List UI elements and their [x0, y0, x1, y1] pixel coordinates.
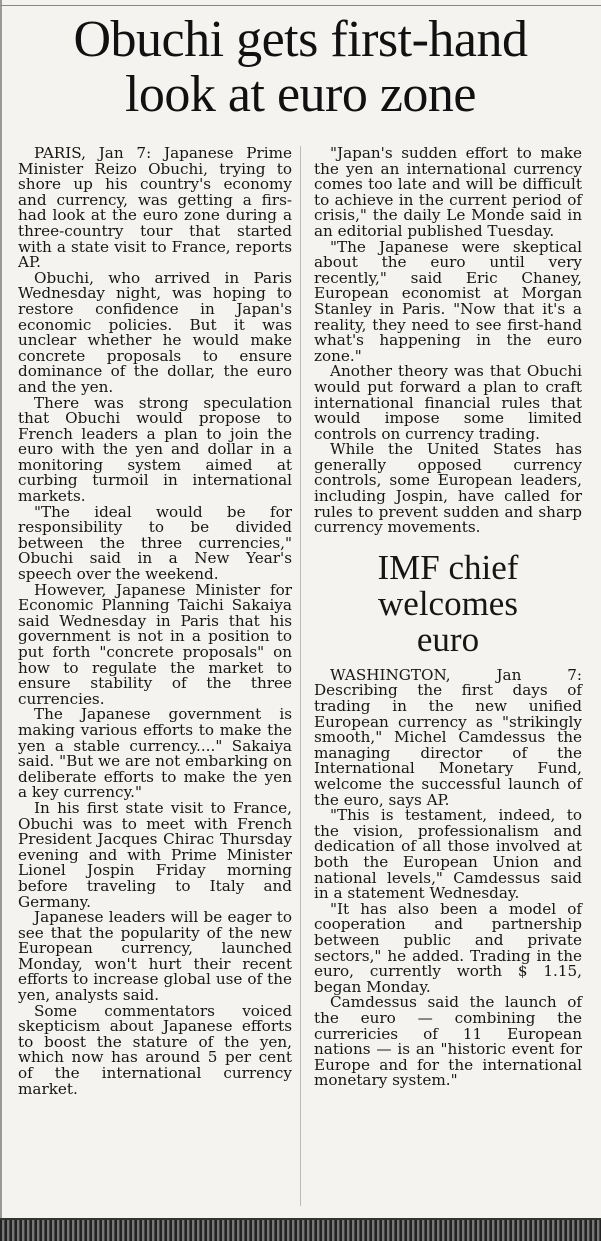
imf-story-paragraph: Camdessus said the launch of the euro — combining the currericies of 11 European nations — is an "historic event for Europe and for the international monetary system." [314, 993, 582, 1090]
clipping-bottom-edge [0, 1218, 601, 1241]
imf-story-paragraph: "This is testament, indeed, to the vision, professionalism and dedication of all those involved at both the European Union and national levels," Camdessus said in a statement Wednesday. [314, 806, 582, 903]
story-paragraph: "The ideal would be for responsibility to be divided between the three currencies," Obuchi said in a New Year's speech over the weekend. [18, 502, 292, 584]
imf-headline [314, 547, 582, 659]
imf-headline-line-3: euro [416, 619, 480, 659]
main-headline [0, 12, 601, 122]
column-divider [300, 146, 301, 1206]
imf-story-paragraph: WASHINGTON, Jan 7: Describing the first days of trading in the new unified European currency as "strikingly smooth," Michel Camdessus the managing director of the International Monetary Fund, welcome the successful launch of the euro, says AP. [314, 665, 582, 809]
story-paragraph: The Japanese government is making various efforts to make the yen a stable currency...." Sakaiya said. "But we are not embarking on deliberate efforts to make the yen a key currency." [18, 705, 292, 802]
story-paragraph: "Japan's sudden effort to make the yen an international currency comes too late and will be difficult to achieve in the current period of crisis," the daily Le Monde said in an editorial published Tuesday. [314, 144, 582, 240]
story-paragraph: Another theory was that Obuchi would put forward a plan to craft international financial rules that would impose some limited controls on currency trading. [314, 362, 582, 443]
story-paragraph: Some commentators voiced skepticism about Japanese efforts to boost the stature of the yen, which now has around 5 per cent of the international currency market. [18, 1001, 292, 1098]
clipping-edge [0, 0, 2, 1239]
story-paragraph: Japanese leaders will be eager to see that the popularity of the new European currency, launched Monday, won't hurt their recent efforts to increase global use of the yen, analysts said. [18, 908, 292, 1005]
story-paragraph: "The Japanese were skeptical about the euro until very recently," said Eric Chaney, European economist at Morgan Stanley in Paris. "Now that it's a reality, they need to see first-hand what's happening in the euro zone." [314, 237, 582, 365]
story-obuchi-column-1 [18, 146, 292, 1097]
story-paragraph: Obuchi, who arrived in Paris Wednesday night, was hoping to restore confidence in Japan's economic policies. But it was unclear whether he would make concrete proposals to ensure dominance of the dollar, the euro and the yen. [18, 268, 292, 396]
headline-line-2: look at euro zone [124, 66, 477, 123]
story-paragraph: There was strong speculation that Obuchi would propose to French leaders a plan to join the euro with the yen and dollar in a monitoring system aimed at curbing turmoil in international markets. [18, 393, 292, 506]
imf-headline-line-2: welcomes [378, 583, 518, 623]
clipping-top-border [0, 0, 601, 6]
imf-story-paragraph: "It has also been a model of cooperation and partnership between public and private sectors," he added. Trading in the euro, currently worth $ 1.15, began Monday. [314, 899, 582, 996]
story-paragraph: In his first state visit to France, Obuchi was to meet with French President Jacques Chirac Thursday evening and with Prime Minister Lionel Jospin Friday morning before traveling to Italy and Germany. [18, 798, 292, 911]
story-paragraph: However, Japanese Minister for Economic Planning Taichi Sakaiya said Wednesday in Paris that his government is not in a position to put forth "concrete proposals" on how to regulate the market to ensure stability of the three currencies. [18, 580, 292, 708]
story-paragraph: PARIS, Jan 7: Japanese Prime Minister Reizo Obuchi, trying to shore up his country's economy and currency, was getting a firs-had look at the euro zone during a three-country tour that started with a state visit to France, reports AP. [18, 144, 292, 272]
headline-line-1: Obuchi gets first-hand [73, 11, 528, 68]
imf-headline-line-1: IMF chief [377, 547, 519, 587]
story-paragraph: While the United States has generally opposed currency controls, some European leaders, including Jospin, have called for rules to prevent sudden and sharp currency movements. [314, 440, 582, 537]
story-obuchi-column-2 [314, 146, 582, 1089]
